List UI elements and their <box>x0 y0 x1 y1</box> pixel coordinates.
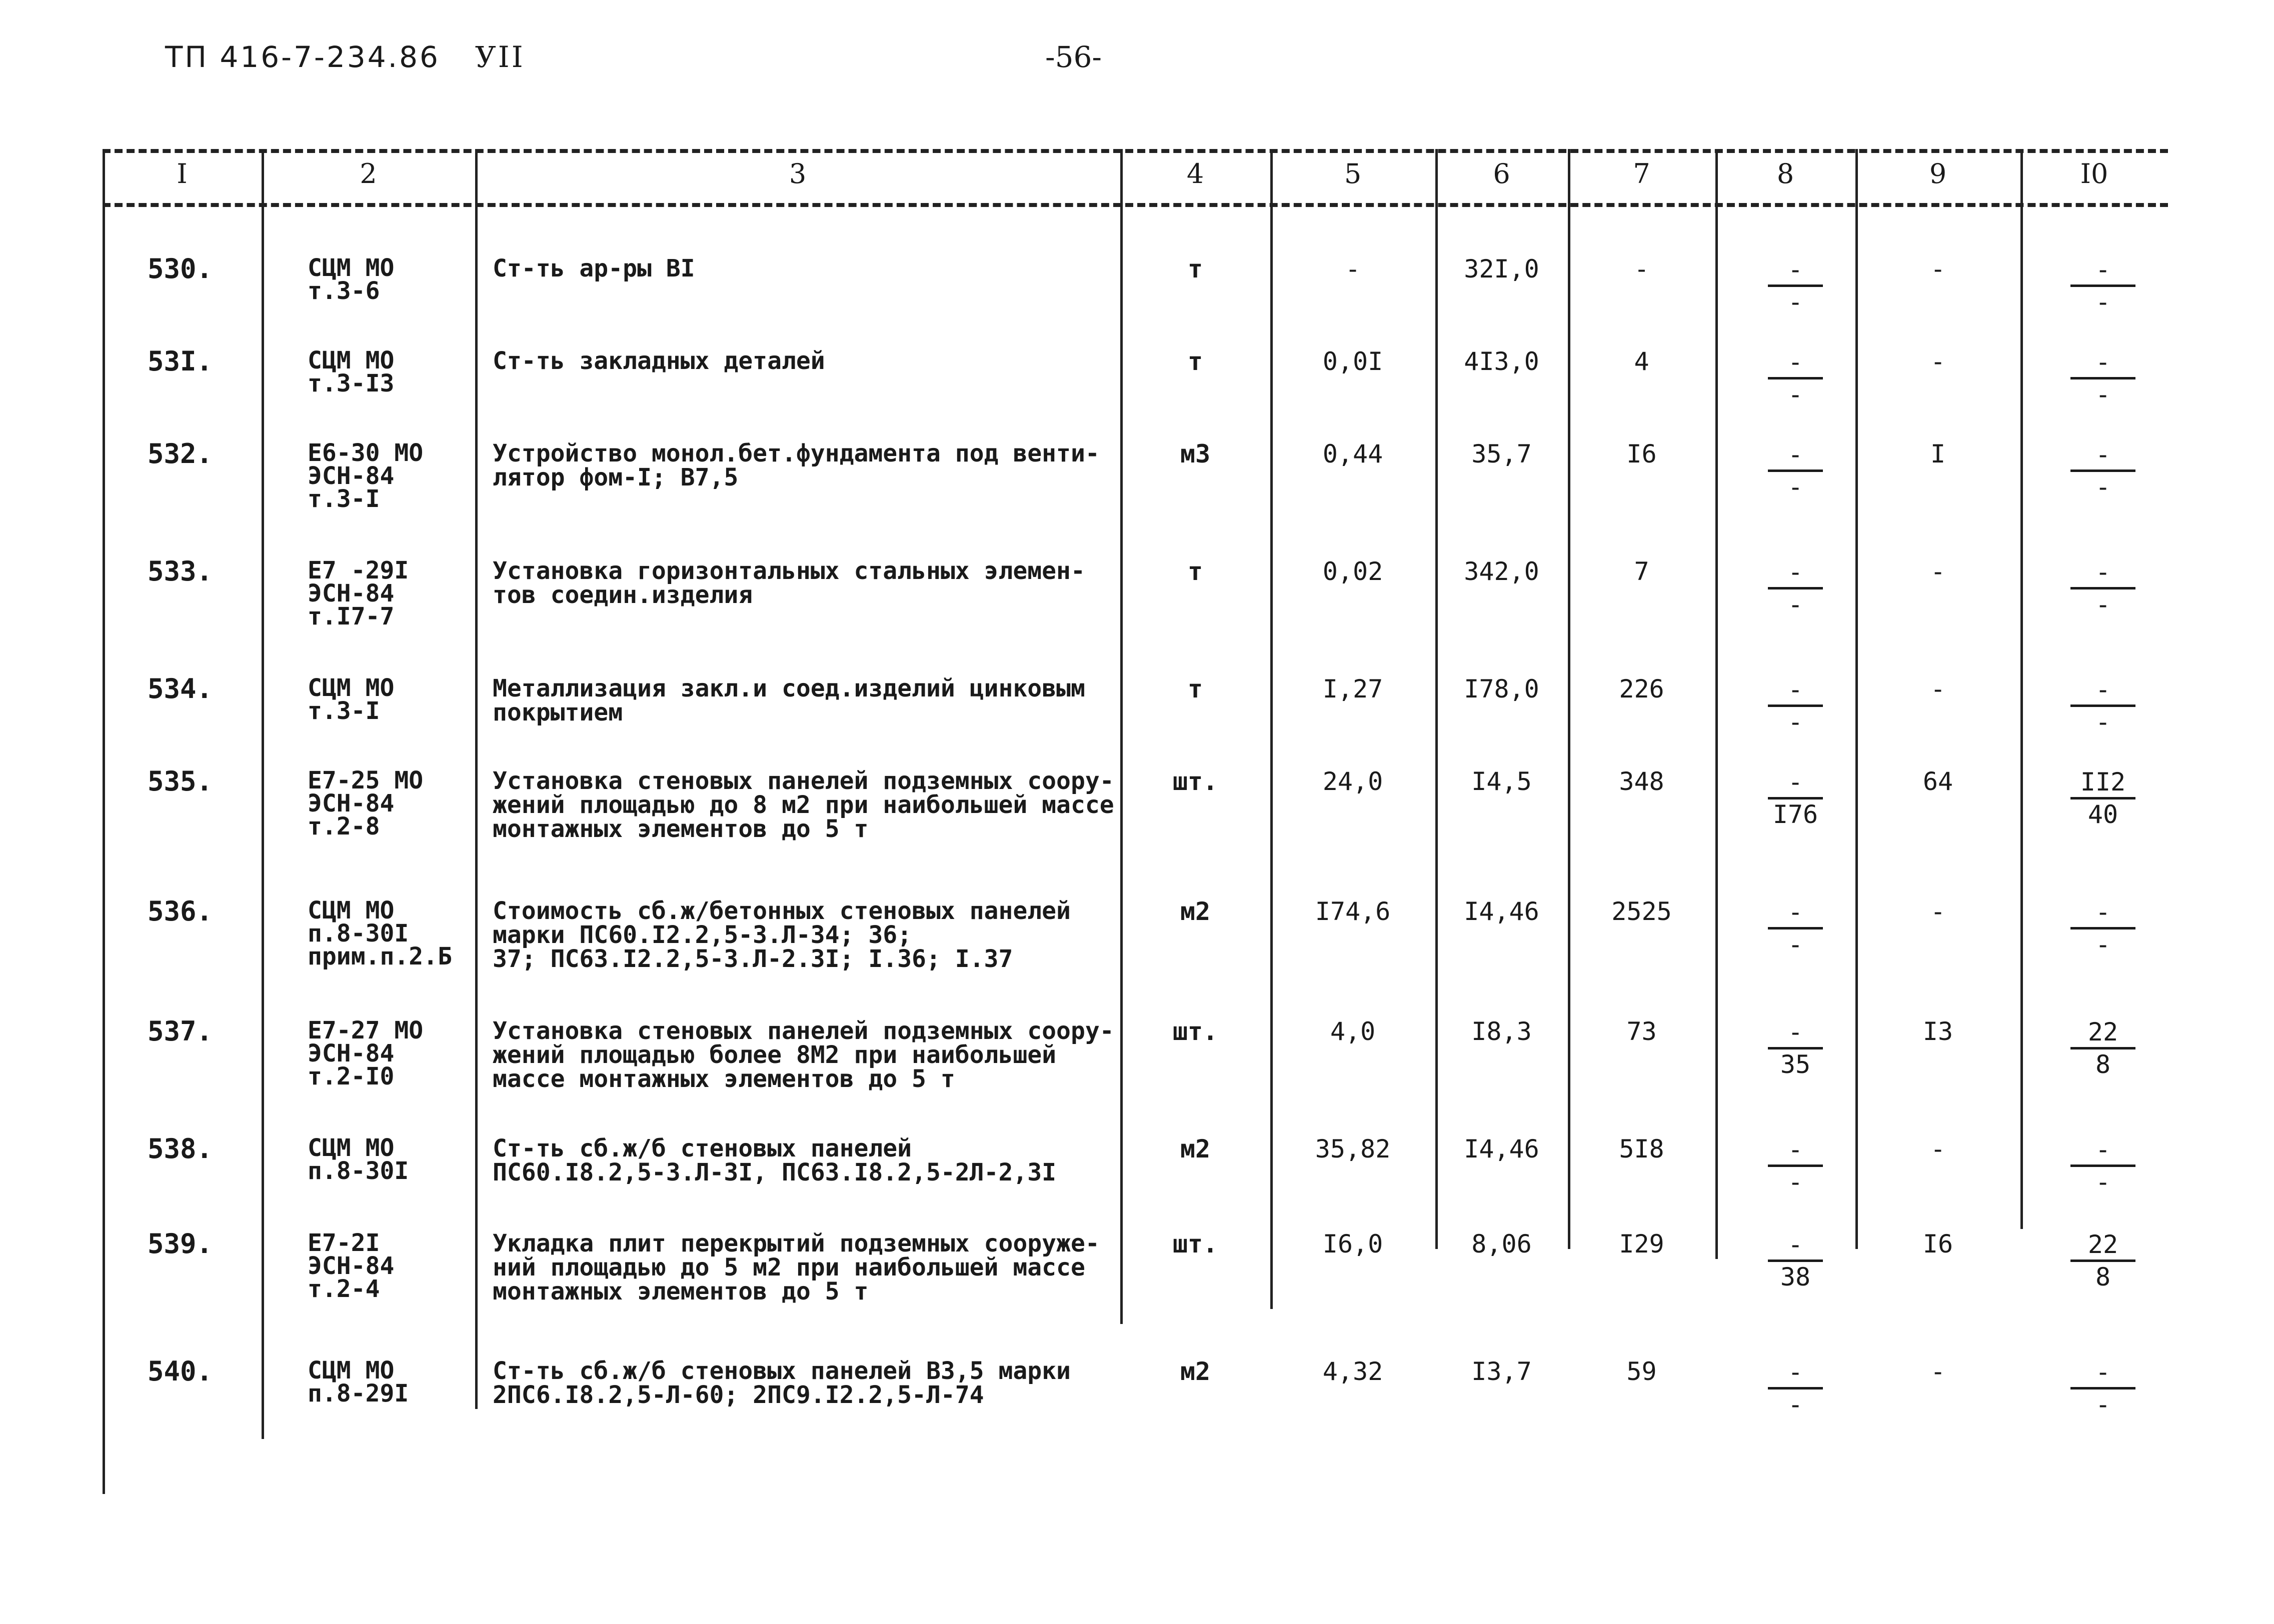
document-code: ТП 416-7-234.86 <box>165 40 440 74</box>
column-8-fraction <box>1768 559 1823 618</box>
column-8-fraction <box>1768 1232 1823 1290</box>
column-10-fraction-denominator: 40 <box>2087 800 2118 829</box>
column-9-value: 64 <box>1922 767 1953 796</box>
unit-of-measure: т <box>1187 674 1203 704</box>
column-10-fraction-numerator: - <box>2095 898 2111 926</box>
work-description: Ст-ть закладных деталей <box>493 347 825 375</box>
fraction-bar <box>2070 470 2135 472</box>
unit-price: 342,0 <box>1464 557 1539 586</box>
header-bottom-rule <box>103 203 2168 207</box>
column-10-fraction <box>2070 769 2135 828</box>
fraction-bar <box>2070 377 2135 380</box>
column-rule <box>1715 149 1718 1259</box>
column-rule <box>262 149 264 1439</box>
unit-price: 4I3,0 <box>1464 347 1539 376</box>
unit-of-measure: т <box>1187 254 1203 284</box>
fraction-bar <box>2070 1047 2135 1050</box>
column-8-fraction-numerator: - <box>1787 1230 1803 1259</box>
column-10-fraction-numerator: 22 <box>2087 1230 2118 1259</box>
column-header-9: 9 <box>1929 158 1947 190</box>
column-9-value: - <box>1930 674 1946 704</box>
table-top-rule <box>103 149 2168 153</box>
column-8-fraction-numerator: - <box>1787 440 1803 469</box>
rate-reference: СЦМ МО п.8-30I <box>308 1134 409 1185</box>
row-number: 539. <box>148 1228 213 1260</box>
rate-reference: Е6-30 МО ЭСН-84 т.3-I <box>308 439 424 513</box>
unit-price: 32I,0 <box>1464 254 1539 284</box>
unit-of-measure: т <box>1187 347 1203 376</box>
column-10-fraction-denominator: 8 <box>2095 1050 2111 1079</box>
column-header-5: 5 <box>1344 158 1362 190</box>
page-number: -56- <box>1045 40 1102 74</box>
unit-price: I4,46 <box>1464 1134 1539 1164</box>
unit-of-measure: м2 <box>1180 1357 1211 1386</box>
unit-of-measure: шт. <box>1172 1230 1218 1258</box>
column-8-fraction-numerator: - <box>1787 1358 1803 1386</box>
column-8-fraction-numerator: - <box>1787 558 1803 586</box>
total-cost: 73 <box>1626 1017 1657 1046</box>
column-8-fraction <box>1768 1019 1823 1078</box>
column-10-fraction <box>2070 1136 2135 1195</box>
unit-of-measure: т <box>1187 557 1203 586</box>
column-8-fraction <box>1768 442 1823 500</box>
column-8-fraction-denominator: - <box>1787 1168 1803 1196</box>
rate-reference: СЦМ МО п.8-30I прим.п.2.Б <box>308 896 452 970</box>
row-number: 534. <box>148 673 213 704</box>
unit-of-measure: м3 <box>1180 440 1211 468</box>
quantity: I6,0 <box>1322 1230 1383 1258</box>
work-description: Установка горизонтальных стальных элемен- тов соедин.изделия <box>493 557 1085 609</box>
unit-price: I8,3 <box>1471 1017 1532 1046</box>
column-9-value: - <box>1930 347 1946 376</box>
column-8-fraction-denominator: - <box>1787 1390 1803 1419</box>
column-10-fraction-numerator: - <box>2095 255 2111 284</box>
column-10-fraction-denominator: - <box>2095 380 2111 409</box>
fraction-bar <box>1768 927 1823 930</box>
column-8-fraction-numerator: - <box>1787 1135 1803 1164</box>
column-8-fraction-denominator: - <box>1787 590 1803 619</box>
column-10-fraction-denominator: - <box>2095 590 2111 619</box>
column-10-fraction-numerator: II2 <box>2080 768 2126 796</box>
column-header-1: I <box>177 158 188 190</box>
column-9-value: - <box>1930 1134 1946 1164</box>
column-10-fraction-denominator: - <box>2095 930 2111 959</box>
quantity: 0,44 <box>1322 440 1383 468</box>
total-cost: 59 <box>1626 1357 1657 1386</box>
rate-reference: Е7-25 МО ЭСН-84 т.2-8 <box>308 766 424 840</box>
estimate-table <box>103 149 2168 1494</box>
column-10-fraction <box>2070 442 2135 500</box>
total-cost: I6 <box>1626 440 1657 468</box>
fraction-bar <box>1768 377 1823 380</box>
column-8-fraction-numerator: - <box>1787 898 1803 926</box>
fraction-bar <box>2070 927 2135 930</box>
column-8-fraction <box>1768 899 1823 958</box>
column-8-fraction <box>1768 256 1823 315</box>
fraction-bar <box>1768 797 1823 800</box>
column-rule <box>1270 149 1273 1309</box>
rate-reference: Е7 -29I ЭСН-84 т.I7-7 <box>308 556 409 630</box>
column-8-fraction <box>1768 769 1823 828</box>
total-cost: 348 <box>1619 767 1664 796</box>
fraction-bar <box>1768 704 1823 707</box>
column-8-fraction-denominator: - <box>1787 472 1803 502</box>
column-10-fraction-denominator: - <box>2095 472 2111 502</box>
row-number: 535. <box>148 766 213 797</box>
fraction-bar <box>2070 1387 2135 1390</box>
column-9-value: I <box>1930 440 1946 468</box>
row-number: 540. <box>148 1356 213 1387</box>
quantity: 4,0 <box>1330 1017 1376 1046</box>
column-10-fraction <box>2070 256 2135 315</box>
unit-of-measure: шт. <box>1172 767 1218 796</box>
work-description: Установка стеновых панелей подземных соору- жений площадью до 8 м2 при наибольшей массе монтажных элементов до 5 т <box>493 767 1114 843</box>
column-10-fraction-numerator: - <box>2095 558 2111 586</box>
fraction-bar <box>1768 1260 1823 1262</box>
fraction-bar <box>1768 284 1823 287</box>
row-number: 532. <box>148 438 213 470</box>
row-number: 530. <box>148 253 213 284</box>
row-number: 538. <box>148 1133 213 1164</box>
column-10-fraction-numerator: - <box>2095 1135 2111 1164</box>
total-cost: 226 <box>1619 674 1664 704</box>
column-8-fraction-denominator: I76 <box>1772 800 1818 829</box>
column-10-fraction <box>2070 1019 2135 1078</box>
column-10-fraction-denominator: - <box>2095 1168 2111 1196</box>
column-10-fraction <box>2070 349 2135 408</box>
unit-price: 35,7 <box>1471 440 1532 468</box>
column-8-fraction-numerator: - <box>1787 675 1803 704</box>
work-description: Установка стеновых панелей подземных соору- жений площадью более 8М2 при наибольшей массе монтажных элементов до 5 т <box>493 1017 1114 1093</box>
column-header-6: 6 <box>1493 158 1510 190</box>
column-8-fraction-numerator: - <box>1787 255 1803 284</box>
row-number: 53I. <box>148 346 213 377</box>
unit-of-measure: м2 <box>1180 897 1211 926</box>
column-8-fraction <box>1768 1136 1823 1195</box>
column-10-fraction-denominator: - <box>2095 708 2111 736</box>
column-9-value: - <box>1930 1357 1946 1386</box>
column-10-fraction-numerator: - <box>2095 675 2111 704</box>
work-description: Укладка плит перекрытий подземных сооруже- ний площадью до 5 м2 при наибольшей массе монтажных элементов до 5 т <box>493 1230 1100 1306</box>
column-8-fraction-denominator: 38 <box>1780 1262 1811 1292</box>
fraction-bar <box>2070 797 2135 800</box>
fraction-bar <box>2070 587 2135 590</box>
rate-reference: Е7-27 МО ЭСН-84 т.2-I0 <box>308 1016 424 1090</box>
column-10-fraction-denominator: 8 <box>2095 1262 2111 1292</box>
rate-reference: СЦМ МО п.8-29I <box>308 1356 409 1408</box>
document-section: УII <box>475 40 525 74</box>
total-cost: 4 <box>1634 347 1649 376</box>
work-description: Стоимость сб.ж/бетонных стеновых панелей марки ПС60.I2.2,5-3.Л-34; 36; 37; ПС63.I2.2,5-3.Л-2.3I; I.36; I.37 <box>493 897 1071 973</box>
quantity: 4,32 <box>1322 1357 1383 1386</box>
column-8-fraction-numerator: - <box>1787 348 1803 376</box>
quantity: I,27 <box>1322 674 1383 704</box>
fraction-bar <box>1768 587 1823 590</box>
column-8-fraction-denominator: - <box>1787 380 1803 409</box>
fraction-bar <box>1768 1047 1823 1050</box>
unit-price: I4,46 <box>1464 897 1539 926</box>
column-10-fraction-numerator: - <box>2095 348 2111 376</box>
work-description: Устройство монол.бет.фундамента под венти- лятор фом-I; В7,5 <box>493 440 1100 492</box>
column-10-fraction <box>2070 1359 2135 1418</box>
column-9-value: I6 <box>1922 1230 1953 1258</box>
fraction-bar <box>1768 470 1823 472</box>
column-rule <box>2020 149 2023 1229</box>
column-10-fraction-numerator: - <box>2095 440 2111 469</box>
total-cost: 2525 <box>1611 897 1672 926</box>
quantity: 0,0I <box>1322 347 1383 376</box>
work-description: Ст-ть ар-ры ВI <box>493 254 695 282</box>
column-8-fraction-denominator: - <box>1787 288 1803 316</box>
total-cost: - <box>1634 254 1649 284</box>
column-8-fraction-numerator: - <box>1787 1018 1803 1046</box>
column-header-4: 4 <box>1186 158 1204 190</box>
rate-reference: СЦМ МО т.3-I3 <box>308 346 395 398</box>
column-9-value: - <box>1930 557 1946 586</box>
quantity: I74,6 <box>1315 897 1391 926</box>
column-header-10: I0 <box>2080 158 2108 190</box>
column-9-value: I3 <box>1922 1017 1953 1046</box>
fraction-bar <box>2070 1260 2135 1262</box>
row-number: 536. <box>148 896 213 927</box>
fraction-bar <box>1768 1387 1823 1390</box>
column-header-2: 2 <box>360 158 377 190</box>
column-8-fraction-numerator: - <box>1787 768 1803 796</box>
column-8-fraction-denominator: - <box>1787 708 1803 736</box>
fraction-bar <box>2070 704 2135 707</box>
column-10-fraction <box>2070 676 2135 735</box>
column-header-3: 3 <box>789 158 807 190</box>
column-header-8: 8 <box>1776 158 1794 190</box>
row-number: 533. <box>148 556 213 587</box>
fraction-bar <box>1768 1164 1823 1167</box>
quantity: - <box>1345 254 1361 284</box>
work-description: Металлизация закл.и соед.изделий цинковым покрытием <box>493 674 1085 726</box>
column-10-fraction-denominator: - <box>2095 1390 2111 1419</box>
total-cost: 5I8 <box>1619 1134 1664 1164</box>
quantity: 24,0 <box>1322 767 1383 796</box>
document-header <box>165 40 525 74</box>
fraction-bar <box>2070 1164 2135 1167</box>
unit-price: I78,0 <box>1464 674 1539 704</box>
unit-price: I4,5 <box>1471 767 1532 796</box>
column-10-fraction <box>2070 899 2135 958</box>
row-number: 537. <box>148 1016 213 1047</box>
work-description: Ст-ть сб.ж/б стеновых панелей ПС60.I8.2,5-3.Л-3I, ПС63.I8.2,5-2Л-2,3I <box>493 1134 1057 1186</box>
column-rule <box>475 149 478 1409</box>
work-description: Ст-ть сб.ж/б стеновых панелей ВЗ,5 марки 2ПС6.I8.2,5-Л-60; 2ПС9.I2.2,5-Л-74 <box>493 1357 1071 1409</box>
column-rule <box>103 149 105 1494</box>
column-8-fraction <box>1768 1359 1823 1418</box>
column-8-fraction <box>1768 349 1823 408</box>
fraction-bar <box>2070 284 2135 287</box>
quantity: 35,82 <box>1315 1134 1391 1164</box>
column-10-fraction <box>2070 1232 2135 1290</box>
column-8-fraction-denominator: 35 <box>1780 1050 1811 1079</box>
total-cost: I29 <box>1619 1230 1664 1258</box>
column-header-7: 7 <box>1633 158 1650 190</box>
column-10-fraction <box>2070 559 2135 618</box>
total-cost: 7 <box>1634 557 1649 586</box>
rate-reference: СЦМ МО т.3-I <box>308 674 395 725</box>
unit-price: 8,06 <box>1471 1230 1532 1258</box>
unit-price: I3,7 <box>1471 1357 1532 1386</box>
unit-of-measure: м2 <box>1180 1134 1211 1164</box>
column-10-fraction-denominator: - <box>2095 288 2111 316</box>
quantity: 0,02 <box>1322 557 1383 586</box>
unit-of-measure: шт. <box>1172 1017 1218 1046</box>
rate-reference: СЦМ МО т.3-6 <box>308 254 395 305</box>
column-9-value: - <box>1930 897 1946 926</box>
column-9-value: - <box>1930 254 1946 284</box>
column-8-fraction <box>1768 676 1823 735</box>
column-10-fraction-numerator: 22 <box>2087 1018 2118 1046</box>
column-8-fraction-denominator: - <box>1787 930 1803 959</box>
column-10-fraction-numerator: - <box>2095 1358 2111 1386</box>
rate-reference: Е7-2I ЭСН-84 т.2-4 <box>308 1229 395 1303</box>
